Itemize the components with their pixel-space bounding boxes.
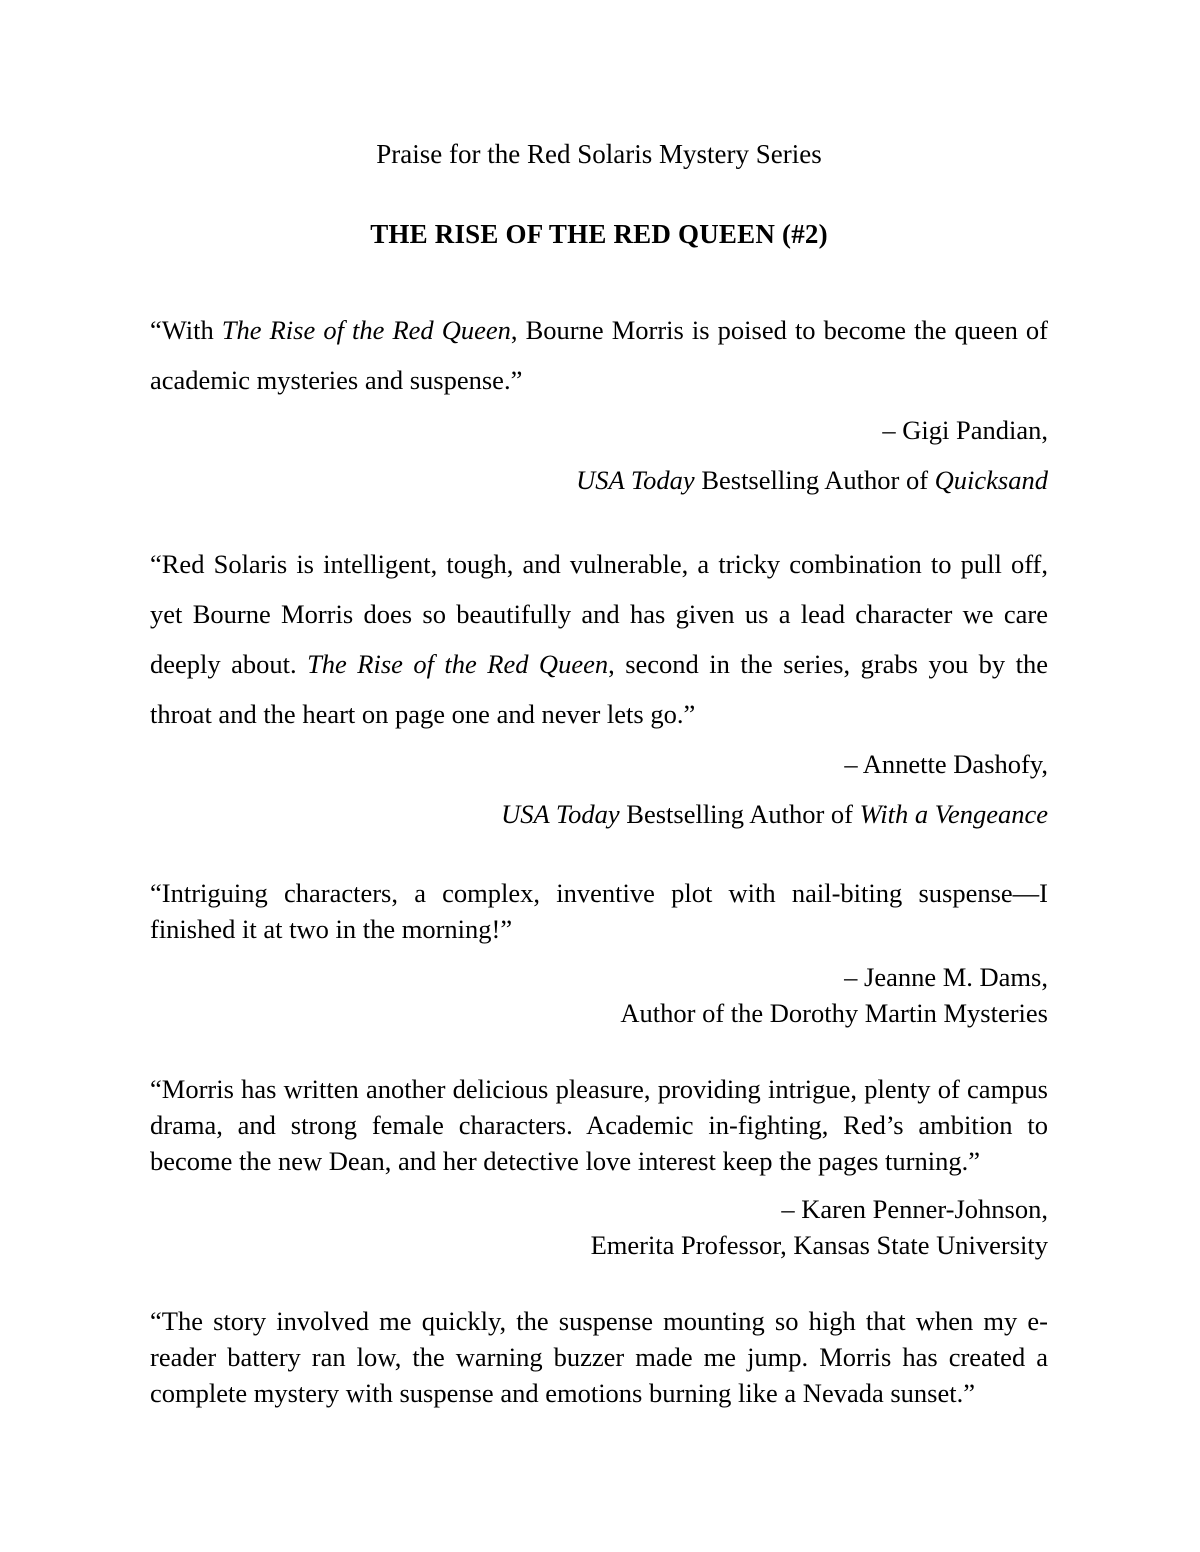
italic-run: USA Today bbox=[576, 464, 695, 495]
blurb-gigi-pandian bbox=[150, 251, 1048, 505]
text-run: Emerita Professor, Kansas State University bbox=[590, 1229, 1048, 1260]
text-run: “With bbox=[150, 314, 222, 345]
italic-run: The Rise of the Red Queen bbox=[307, 648, 609, 679]
text-run: “Red Solaris is intelligent, tough, and vulnerable, a tricky combination to pull off, yet Bourne Morris does so beautifully and has given us a lead character we care deeply about. bbox=[150, 548, 1048, 679]
blurb-attribution-credit bbox=[150, 1227, 1048, 1263]
blurb-karen-penner-johnson bbox=[150, 1031, 1048, 1263]
text-run: , second in the series, grabs you by the throat and the heart on page one and never lets go.” bbox=[150, 648, 1048, 729]
book-title-heading: THE RISE OF THE RED QUEEN (#2) bbox=[370, 219, 828, 250]
text-run: Author of the Dorothy Martin Mysteries bbox=[620, 997, 1048, 1028]
text-run: “The story involved me quickly, the suspense mounting so high that when my e-reader battery ran low, the warning buzzer made me jump. Morris has created a complete mystery with suspense and emotions burning like a Nevada sunset.” bbox=[150, 1305, 1048, 1408]
blurb-text bbox=[150, 305, 1048, 405]
blurb-attribution-credit bbox=[150, 789, 1048, 839]
blurb-attribution-name: – Jeanne M. Dams, bbox=[844, 961, 1048, 992]
blurb-text bbox=[150, 1303, 1048, 1411]
text-run: Bestselling Author of bbox=[619, 798, 860, 829]
italic-run: The Rise of the Red Queen bbox=[221, 314, 511, 345]
italic-run: USA Today bbox=[501, 798, 620, 829]
blurb-text bbox=[150, 539, 1048, 739]
text-run: , Bourne Morris is poised to become the queen of academic mysteries and suspense.” bbox=[150, 314, 1048, 395]
blurb-e-reader-blurb bbox=[150, 1263, 1048, 1411]
blurb-attribution-name: – Karen Penner-Johnson, bbox=[781, 1193, 1048, 1224]
text-run: “Intriguing characters, a complex, inventive plot with nail-biting suspense—I finished it at two in the morning!” bbox=[150, 877, 1048, 944]
blurb-annette-dashofy bbox=[150, 505, 1048, 839]
italic-run: Quicksand bbox=[934, 464, 1048, 495]
blurb-attribution-credit bbox=[150, 995, 1048, 1031]
blurb-attribution-credit bbox=[150, 455, 1048, 505]
text-run: “Morris has written another delicious pleasure, providing intrigue, plenty of campus drama, and strong female characters. Academic in-fighting, Red’s ambition to become the new Dean, and her detective love interest keep the pages turning.” bbox=[150, 1073, 1048, 1176]
blurb-attribution-name: – Gigi Pandian, bbox=[882, 414, 1048, 445]
page-content bbox=[150, 0, 1048, 1411]
page-title: Praise for the Red Solaris Mystery Series bbox=[376, 139, 822, 169]
text-run: Bestselling Author of bbox=[694, 464, 935, 495]
blurb-text bbox=[150, 1071, 1048, 1179]
italic-run: With a Vengeance bbox=[859, 798, 1048, 829]
blurb-attribution-name: – Annette Dashofy, bbox=[844, 748, 1048, 779]
blurb-text bbox=[150, 875, 1048, 947]
blurb-jeanne-m-dams bbox=[150, 839, 1048, 1031]
blurb-list bbox=[150, 251, 1048, 1411]
